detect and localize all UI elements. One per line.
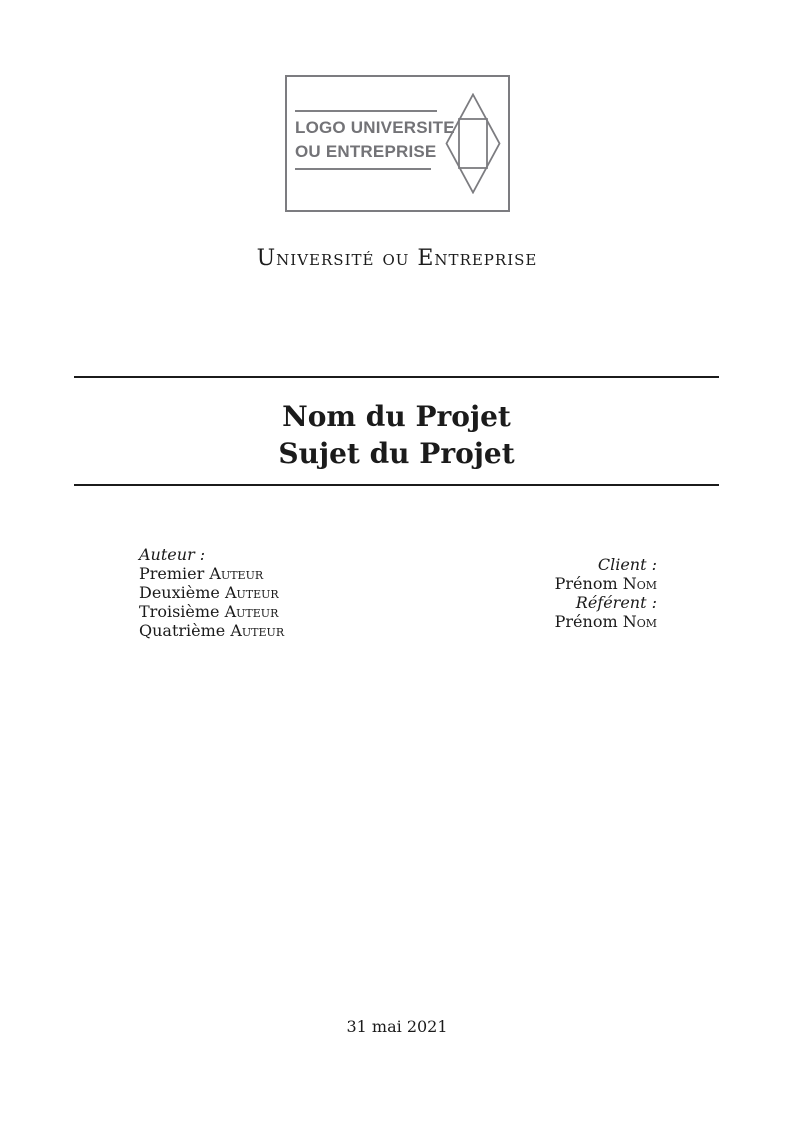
- author-last-name: Auteur: [209, 564, 264, 583]
- project-name: Nom du Projet: [282, 400, 511, 433]
- author-first-name: Deuxième: [139, 583, 220, 602]
- project-subject: Sujet du Projet: [278, 437, 515, 470]
- author-block: [139, 545, 284, 640]
- author-first-name: Premier: [139, 564, 205, 583]
- client-name: [555, 574, 657, 593]
- author-label: Auteur :: [139, 545, 206, 564]
- title-block: [74, 376, 719, 486]
- client-label: Client :: [597, 554, 657, 574]
- document-date: 31 mai 2021: [346, 1017, 448, 1036]
- author-client-row: [139, 545, 657, 640]
- client-last-name: Nom: [622, 573, 657, 593]
- logo-top-rule: [295, 110, 437, 112]
- author-name: [139, 564, 284, 583]
- title-bottom-rule: [74, 484, 719, 486]
- referent-label: Référent :: [575, 592, 657, 612]
- institution-name: Université ou Entreprise: [256, 246, 538, 271]
- client-first-name: Prénom: [554, 573, 618, 593]
- logo-bottom-rule: [295, 168, 431, 170]
- referent-first-name: Prénom: [554, 611, 618, 631]
- author-name: [139, 621, 284, 640]
- referent-name: [555, 612, 657, 631]
- project-title: [74, 378, 719, 484]
- diamond-icon: [445, 93, 501, 194]
- author-last-name: Auteur: [224, 583, 279, 602]
- author-name: [139, 602, 284, 621]
- client-block: [555, 555, 657, 631]
- author-first-name: Troisième: [139, 602, 220, 621]
- logo-text-line2: OU ENTREPRISE: [295, 142, 437, 161]
- author-last-name: Auteur: [224, 602, 279, 621]
- author-name: [139, 583, 284, 602]
- referent-last-name: Nom: [622, 611, 657, 631]
- author-first-name: Quatrième: [139, 621, 226, 640]
- logo-text-line1: LOGO UNIVERSITE: [295, 118, 455, 137]
- author-last-name: Auteur: [230, 621, 285, 640]
- logo-text-block: [295, 110, 455, 170]
- logo-box: [285, 75, 510, 212]
